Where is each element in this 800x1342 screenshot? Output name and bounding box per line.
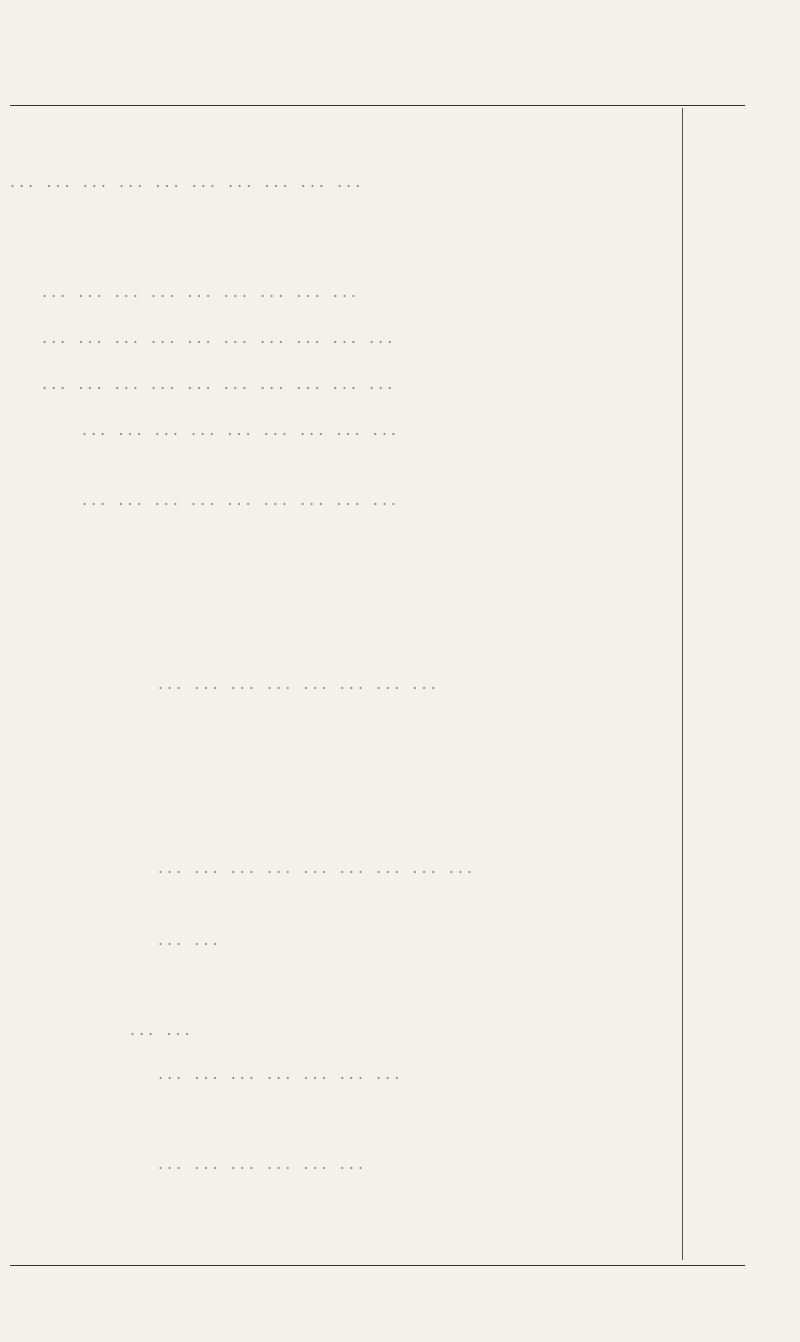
column-rule bbox=[682, 108, 683, 1260]
toc-entry-eng-table-7: ... ... ... ... ... ... bbox=[158, 1154, 367, 1173]
toc-entry-eng-table-1: ... ... ... ... ... ... ... ... bbox=[158, 674, 440, 693]
toc-entry-eng-table-6: ... ... ... ... ... ... ... bbox=[158, 1064, 404, 1083]
toc-entry-eng-table-3: ... ... ... ... ... ... ... ... ... bbox=[158, 858, 477, 877]
toc-entry-eng-table-4: ... ... bbox=[158, 930, 222, 949]
toc-entry-memo-instructions: ... ... ... ... ... ... ... ... ... ... bbox=[10, 172, 365, 191]
toc-entry-eng-table-5: ... ... bbox=[130, 1020, 194, 1039]
toc-entry-scotland: ... ... ... ... ... ... ... ... ... ... bbox=[42, 328, 397, 347]
bottom-rule bbox=[10, 1265, 745, 1266]
toc-entry-certain-groups: ... ... ... ... ... ... ... ... ... bbox=[82, 420, 401, 439]
top-rule bbox=[10, 105, 745, 106]
toc-entry-returns: ... ... ... ... ... ... ... ... ... bbox=[82, 490, 401, 509]
toc-entry-ireland: ... ... ... ... ... ... ... ... ... ... bbox=[42, 374, 397, 393]
toc-entry-england-wales: ... ... ... ... ... ... ... ... ... bbox=[42, 282, 361, 301]
